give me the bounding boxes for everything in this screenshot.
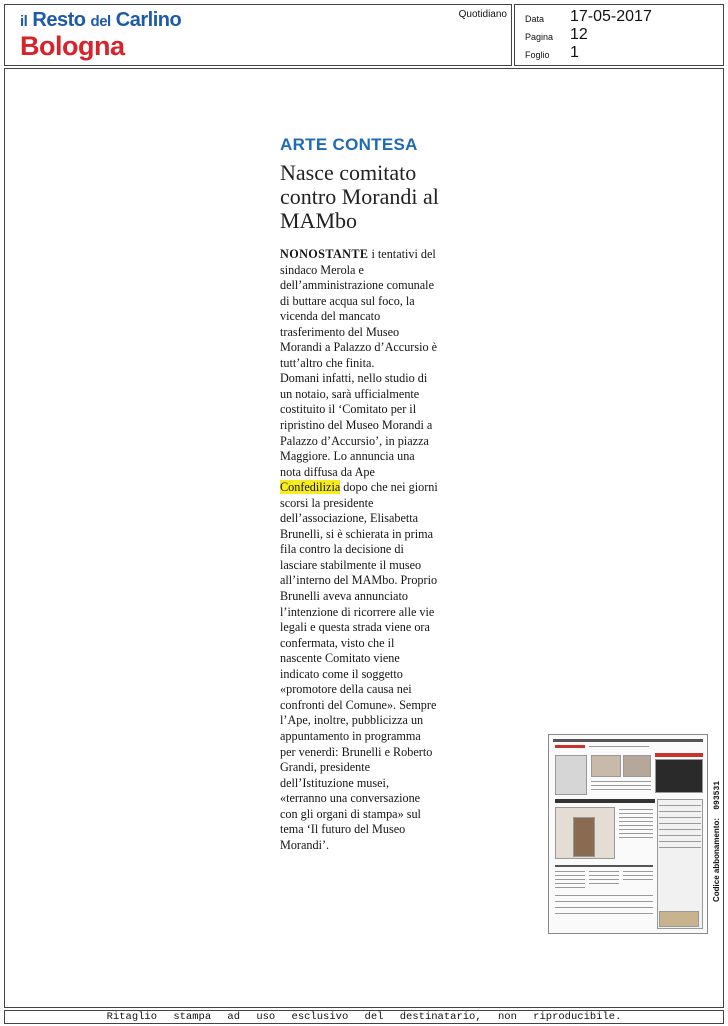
newspaper-logo-name: il Resto del Carlino [20,9,182,31]
article-body [280,247,438,853]
clipping-meta-box [514,4,724,66]
meta-label: Pagina [525,32,554,42]
meta-value: 12 [570,26,588,43]
meta-label: Data [525,14,545,24]
meta-row-data [525,7,720,25]
meta-label: Foglio [525,50,550,60]
article-headline: Nasce comitato contro Morandi al MAMbo [280,160,439,233]
newspaper-logo-edition: Bologna [20,31,125,61]
highlighted-term: Confedilizia [280,480,341,495]
subscription-code-number: 093531 [713,780,722,810]
article-lead-word: NONOSTANTE [280,247,369,261]
subscription-code-label: Codice abbonamento: [712,817,721,902]
newspaper-logo-box [4,4,512,66]
article-kicker: ARTE CONTESA [280,135,418,154]
article-paragraph: Domani infatti, nello studio di un notaio, sarà ufficialmente costituito il ‘Comitato per il ripristino del Museo Morandi a Palazzo d’Accursio’, in piazza Maggiore. Lo annuncia una nota diffusa da Ape Confedilizia dopo che nei giorni scorsi la presidente dell’associazione, Elisabetta Brunelli, si è schierata in prima fila contro la decisione di lasciare stabilmente il museo all’interno del MAMbo. Proprio Brunelli aveva annunciato l’intenzione di ricorrere alle vie legali e questa strada viene ora confermata, visto che il nascente Comitato viene indicato come il soggetto «promotore della causa nei confronti del Comune». Sempre l’Ape, inoltre, pubblicizza un appuntamento in programma per venerdì: Brunelli e Roberto Grandi, presidente dell’Istituzione musei, «terranno una conversazione con gli organi di stampa» sul tema ‘Il futuro del Museo Morandi’. [280,371,438,852]
full-page-thumbnail [548,734,708,934]
meta-row-pagina [525,25,720,43]
clipping-content-frame [4,68,724,1008]
clipping-header [4,4,724,66]
meta-row-foglio [525,43,720,61]
subscription-code [712,781,722,902]
publication-type: Quotidiano [458,9,507,20]
meta-value: 1 [570,44,579,61]
article-paragraph: NONOSTANTE i tentativi del sindaco Merola e dell’amministrazione comunale di buttare acqua sul foco, la vicenda del mancato trasferimento del Museo Morandi a Palazzo d’Accursio è tutt’altro che finita. [280,247,438,370]
clipping-footer-notice: Ritaglio stampa ad uso esclusivo del destinatario, non riproducibile. [4,1010,724,1024]
meta-value: 17-05-2017 [570,8,652,25]
